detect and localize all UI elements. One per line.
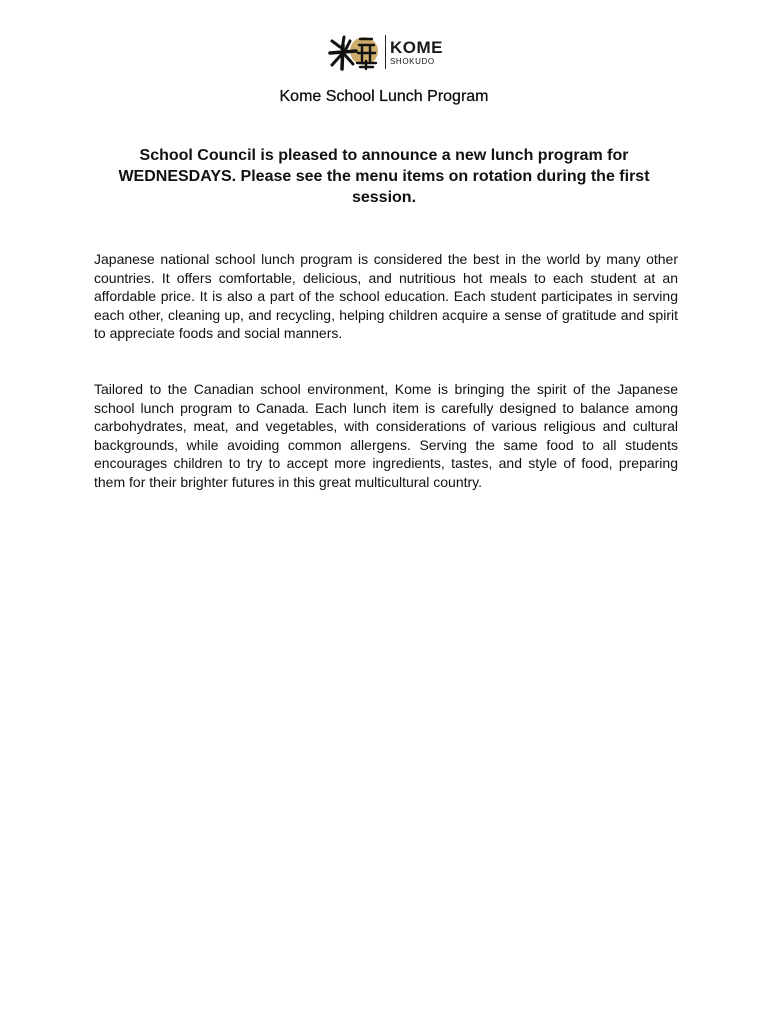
paragraph-canadian-program: Tailored to the Canadian school environment, Kome is bringing the spirit of the Japanese school lunch program to Canada. Each lunch item is carefully designed to balance among carbohydrates, meat, and vegetables, with considerations of various religious and cultural backgrounds, while avoiding common allergens. Serving the same food to all students encourages children to try to accept more ingredients, tastes, and style of food, preparing them for their brighter futures in this great multicultural country. bbox=[94, 381, 678, 490]
logo-subtitle: SHOKUDO bbox=[390, 56, 435, 66]
kome-shokudo-logo bbox=[326, 30, 448, 74]
logo-divider bbox=[385, 35, 386, 69]
logo-wordmark: KOME bbox=[390, 37, 443, 57]
announcement-heading: School Council is pleased to announce a new lunch program for WEDNESDAYS. Please see the menu items on rotation during the first session. bbox=[118, 147, 650, 206]
kome-brush-calligraphy-icon bbox=[326, 31, 382, 73]
document-title: Kome School Lunch Program bbox=[279, 88, 489, 105]
logo-text bbox=[390, 39, 443, 66]
paragraph-japanese-program: Japanese national school lunch program is considered the best in the world by many other countries. It offers comfortable, delicious, and nutritious hot meals to each student at an affordable price. It is also a part of the school education. Each student participates in serving each other, cleaning up, and recycling, helping children acquire a sense of gratitude and spirit to appreciate foods and social manners. bbox=[94, 251, 678, 341]
